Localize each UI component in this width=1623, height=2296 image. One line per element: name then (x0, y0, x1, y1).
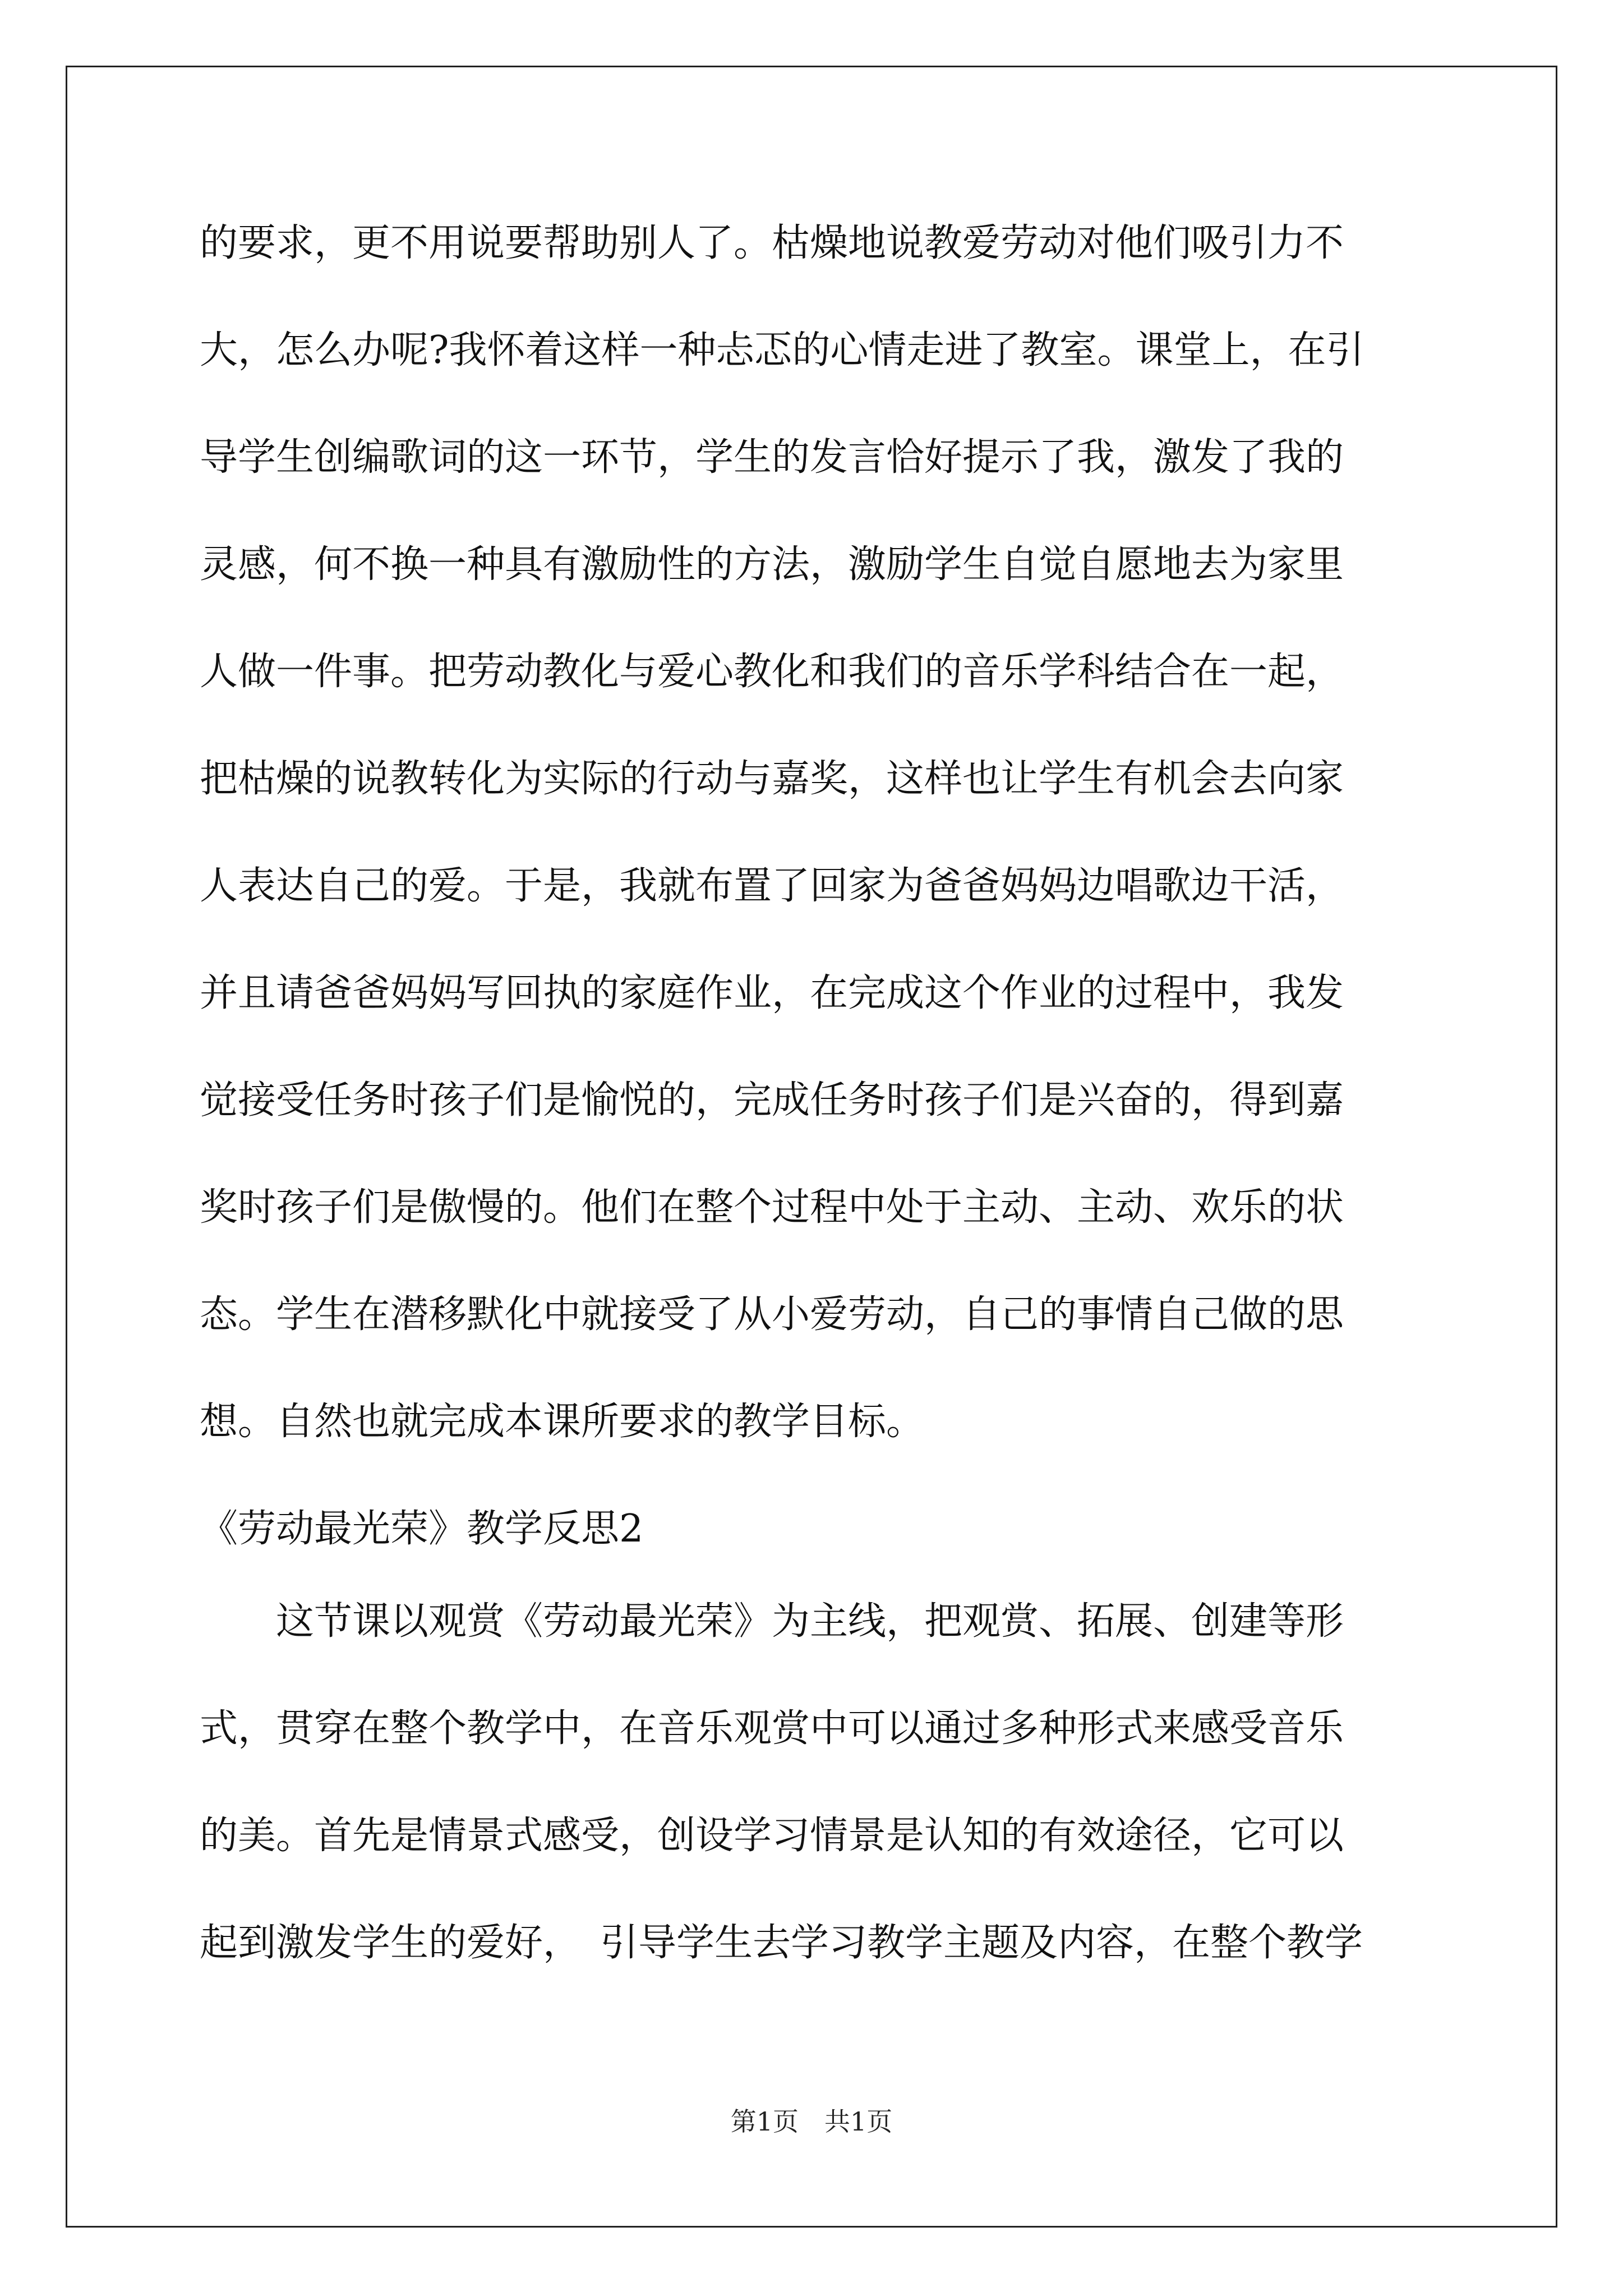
paragraph-line: 觉接受任务时孩子们是愉悦的，完成任务时孩子们是兴奋的，得到嘉 (200, 1078, 1344, 1122)
paragraph-line: 起到激发学生的爱好， 引导学生去学习教学主题及内容，在整个教学 (200, 1921, 1363, 1965)
paragraph-line: 把枯燥的说教转化为实际的行动与嘉奖，这样也让学生有机会去向家 (200, 757, 1344, 801)
section-heading: 《劳动最光荣》教学反思2 (200, 1507, 644, 1551)
paragraph-line: 态。学生在潜移默化中就接受了从小爱劳动，自己的事情自己做的思 (200, 1292, 1344, 1337)
paragraph-line: 想。自然也就完成本课所要求的教学目标。 (200, 1400, 925, 1444)
page-footer: 第1页 共1页 (730, 2106, 893, 2137)
paragraph-line: 的要求，更不用说要帮助别人了。枯燥地说教爱劳动对他们吸引力不 (200, 221, 1344, 265)
paragraph-line: 式，贯穿在整个教学中，在音乐观赏中可以通过多种形式来感受音乐 (200, 1706, 1344, 1751)
paragraph-line: 导学生创编歌词的这一环节，学生的发言恰好提示了我，激发了我的 (200, 435, 1344, 480)
paragraph-line: 人做一件事。把劳动教化与爱心教化和我们的音乐学科结合在一起， (200, 650, 1344, 694)
paragraph-line: 人表达自己的爱。于是，我就布置了回家为爸爸妈妈边唱歌边干活， (200, 864, 1344, 908)
paragraph-line: 的美。首先是情景式感受，创设学习情景是认知的有效途径，它可以 (200, 1814, 1344, 1858)
paragraph-line: 灵感，何不换一种具有激励性的方法，激励学生自觉自愿地去为家里 (200, 542, 1344, 587)
paragraph-line: 大，怎么办呢?我怀着这样一种忐忑的心情走进了教室。课堂上，在引 (200, 328, 1364, 372)
paragraph-line: 奖时孩子们是傲慢的。他们在整个过程中处于主动、主动、欢乐的状 (200, 1185, 1344, 1230)
paragraph-line: 这节课以观赏《劳动最光荣》为主线，把观赏、拓展、创建等形 (200, 1599, 1344, 1644)
document-body (200, 212, 1428, 2019)
paragraph-line: 并且请爸爸妈妈写回执的家庭作业，在完成这个作业的过程中，我发 (200, 971, 1344, 1015)
